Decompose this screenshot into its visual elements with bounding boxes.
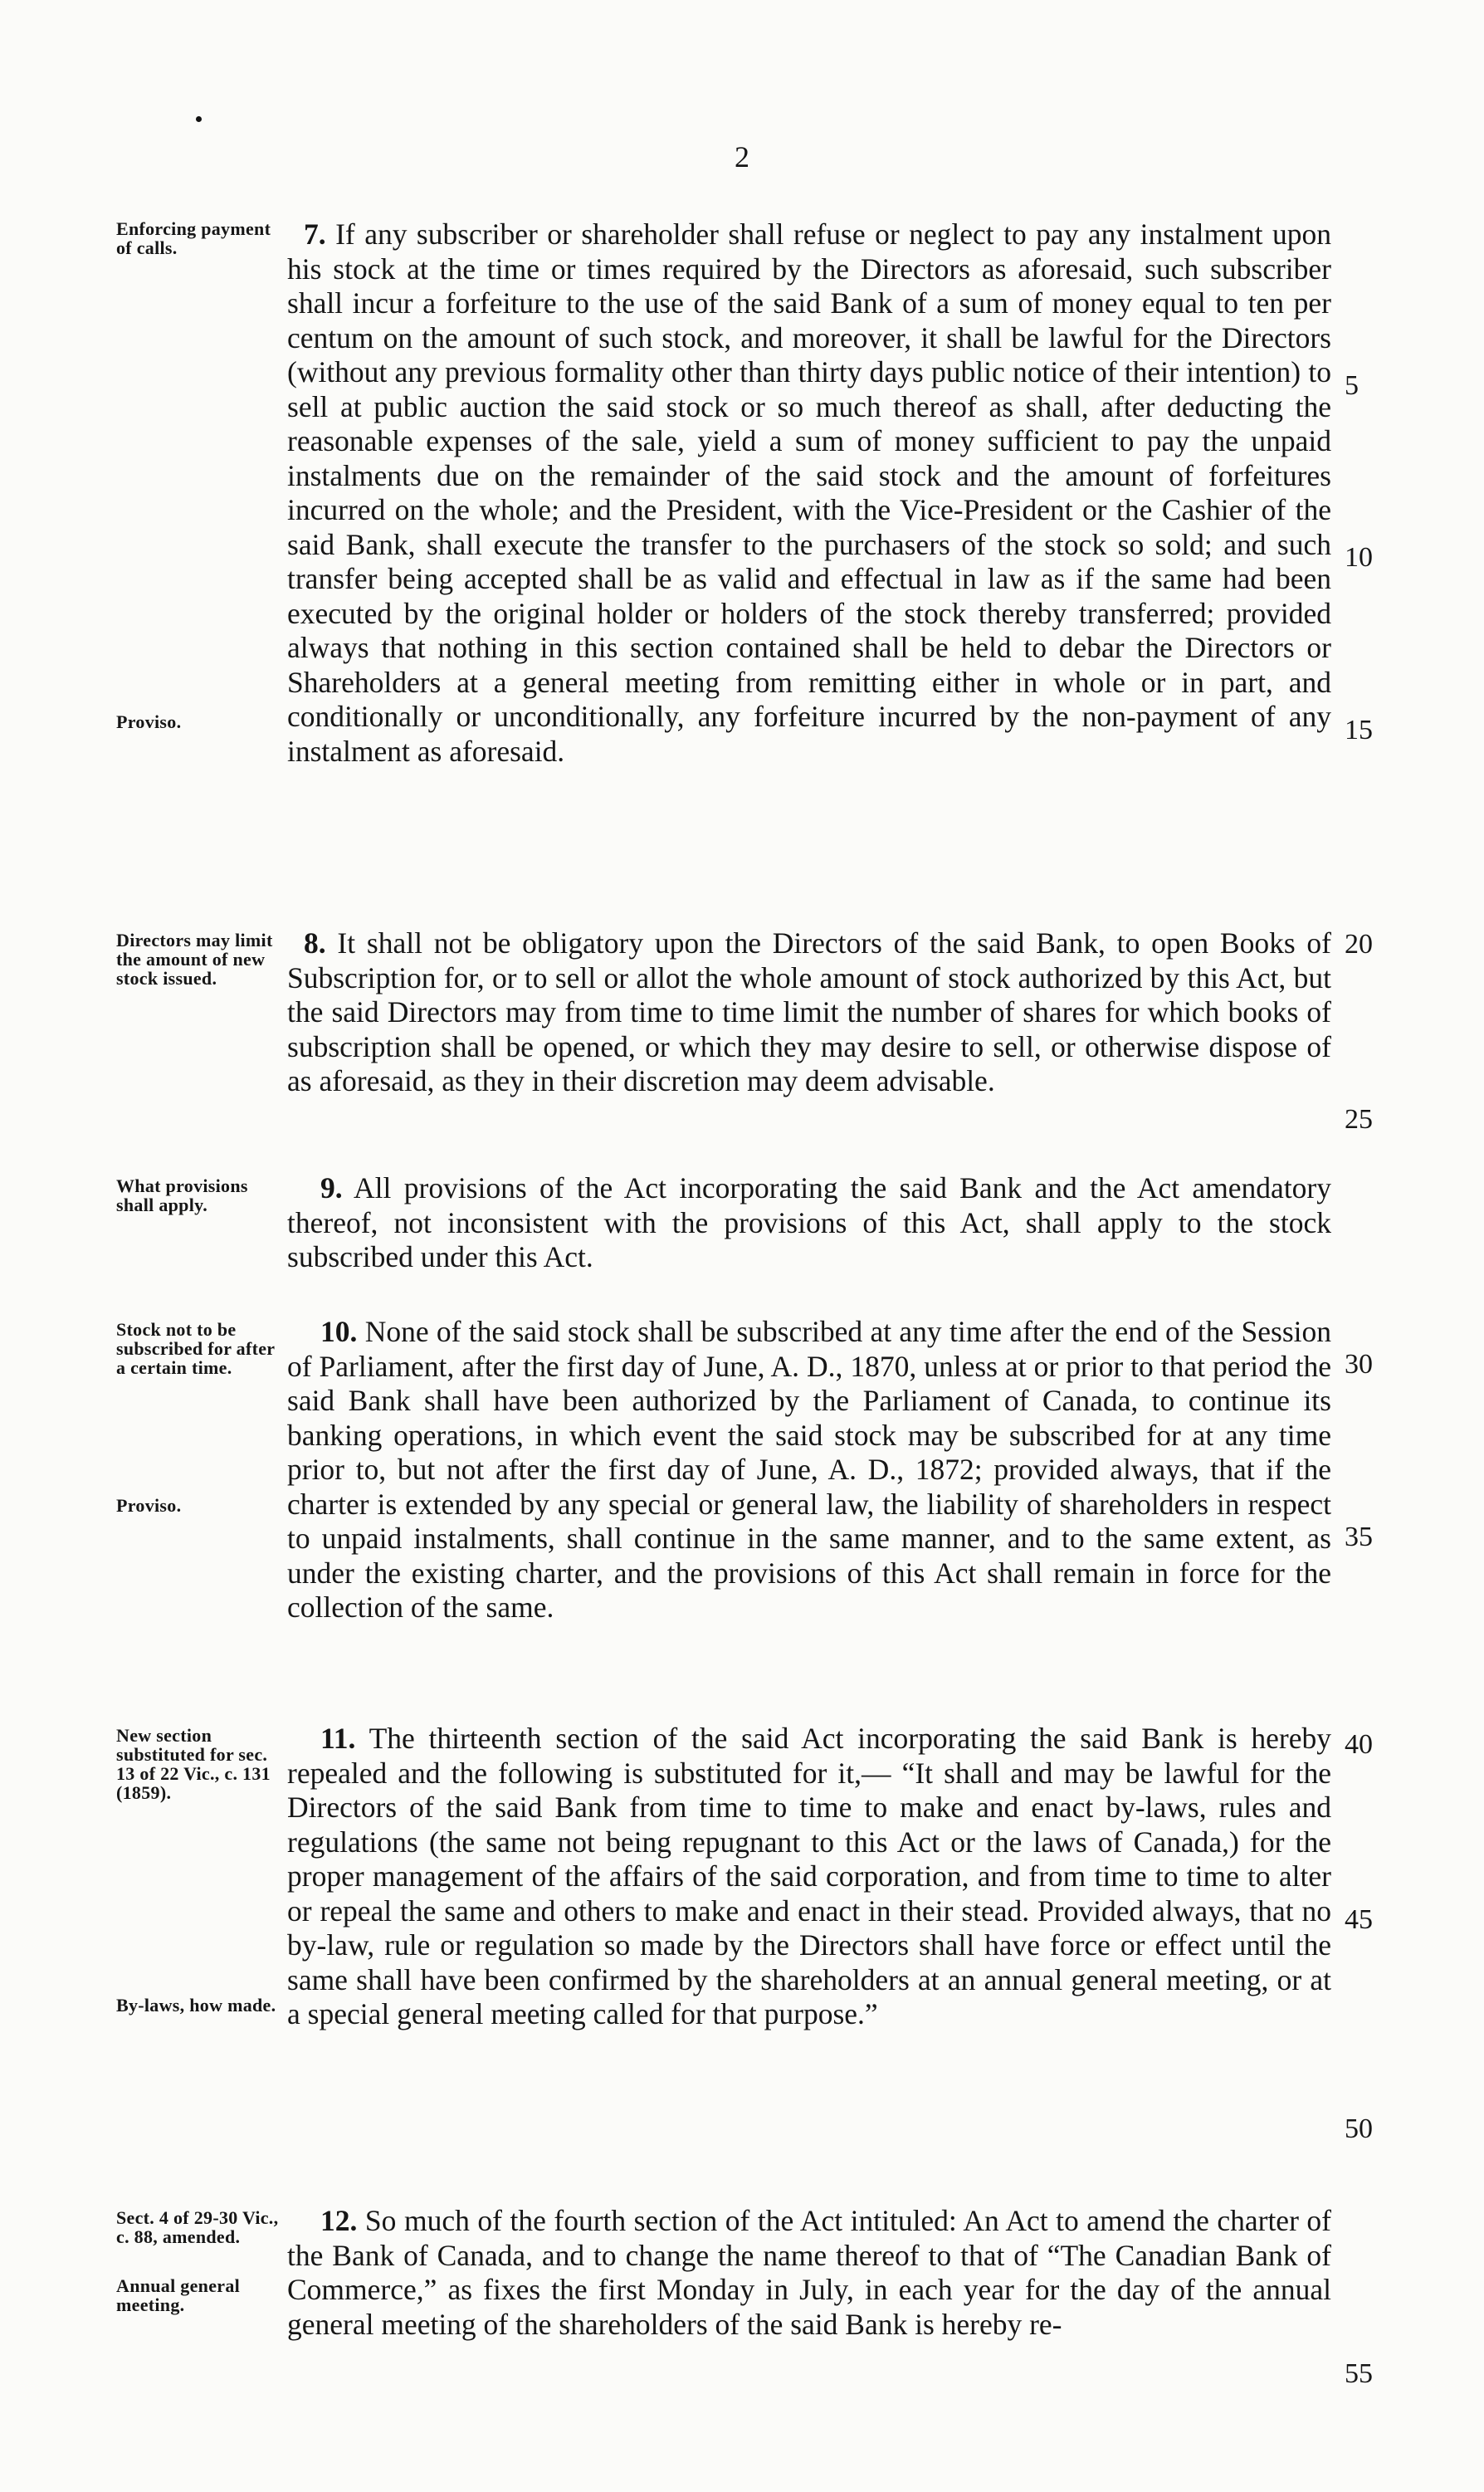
- section-number: 8.: [304, 926, 326, 960]
- section-text: All provisions of the Act incorporating the said Bank and the Act amendatory thereof, not inconsistent with the provisions of this Act, shall apply to the stock subscribed under this Act.: [287, 1171, 1332, 1273]
- section-body: [287, 2204, 1331, 2342]
- margin-note: Sect. 4 of 29-30 Vic., c. 88, amended.: [116, 2207, 279, 2247]
- margin-note: Enforcing payment of calls.: [116, 218, 271, 258]
- line-number: 35: [1345, 1522, 1373, 1552]
- line-number: 45: [1345, 1904, 1373, 1935]
- section-body: [287, 1722, 1331, 2032]
- section-body: [287, 217, 1331, 769]
- margin-note: Annual general meeting.: [116, 2275, 241, 2315]
- line-number: 25: [1345, 1104, 1373, 1135]
- margin-note: New section substituted for sec. 13 of 22 Vic., c. 131 (1859).: [116, 1725, 271, 1803]
- line-number: 20: [1345, 929, 1373, 960]
- section-text: So much of the fourth section of the Act intituled: An Act to amend the charter of the Bank of Canada, and to change the name thereof to that of “The Canadian Bank of Commerce,” as fixes the first Monday in July, in each year for the day of the annual general meeting of the shareholders of the said Bank is hereby re-: [287, 2204, 1331, 2341]
- margin-note: Directors may limit the amount of new stock issued.: [116, 930, 273, 989]
- section-body: [287, 1315, 1331, 1625]
- line-number: 15: [1345, 715, 1373, 745]
- page-number: 2: [735, 140, 749, 173]
- section-text: It shall not be obligatory upon the Directors of the said Bank, to open Books of Subscription for, or to sell or allot the whole amount of stock authorized by this Act, but the said Directors may from time to time limit the number of shares for which books of subscription shall be opened, or which they may desire to sell, or otherwise dispose of as aforesaid, as they in their discretion may deem advisable.: [287, 926, 1332, 1097]
- line-number: 5: [1345, 370, 1359, 401]
- section-body: [287, 1171, 1331, 1275]
- section-text: The thirteenth section of the said Act incorporating the said Bank is hereby repealed and the following is substituted for it,— “It shall and may be lawful for the Directors of the said Bank from time to time to make and enact by-laws, rules and regulations (the same not being repugnant to this Act or the laws of Canada,) for the proper management of the affairs of the said corporation, and from time to time to alter or repeal the same and others to make and enact in their stead. Provided always, that no by-law, rule or regulation so made by the Directors shall have force or effect until the same shall have been confirmed by the shareholders at an annual general meeting, or at a special general meeting called for that purpose.”: [287, 1722, 1331, 2030]
- line-number: 10: [1345, 542, 1373, 573]
- section-number: 7.: [304, 217, 326, 251]
- line-number: 50: [1345, 2113, 1373, 2144]
- margin-note: Proviso.: [116, 711, 182, 732]
- section-number: 9.: [320, 1171, 343, 1204]
- section-number: 11.: [320, 1722, 356, 1755]
- section-number: 12.: [320, 2204, 358, 2237]
- section-body: [287, 926, 1331, 1099]
- print-mark: [196, 116, 202, 122]
- margin-note: Stock not to be subscribed for after a certain time.: [116, 1319, 275, 1378]
- section-text: None of the said stock shall be subscribed at any time after the end of the Session of Parliament, after the first day of June, A. D., 1870, unless at or prior to that period the said Bank shall have been authorized by the Parliament of Canada, to continue its banking operations, in which event the said stock may be subscribed for at any time prior to, but not after the first day of June, A. D., 1872; provided always, that if the charter is extended by any special or general law, the liability of shareholders in respect to unpaid instalments, shall continue in the same manner, and to the same extent, as under the existing charter, and the provisions of this Act shall remain in force for the collection of the same.: [287, 1315, 1332, 1624]
- margin-note: What provisions shall apply.: [116, 1175, 248, 1215]
- line-number: 40: [1345, 1729, 1373, 1760]
- margin-note: By-laws, how made.: [116, 1995, 276, 2016]
- section-number: 10.: [320, 1315, 358, 1348]
- line-number: 30: [1345, 1349, 1373, 1380]
- line-number: 55: [1345, 2358, 1373, 2389]
- section-text: If any subscriber or shareholder shall refuse or neglect to pay any instalment upon his stock at the time or times required by the Directors as aforesaid, such subscriber shall incur a forfeiture to the use of the said Bank of a sum of money equal to ten per centum on the amount of such stock, and moreover, it shall be lawful for the Directors (without any previous formality other than thirty days public notice of their intention) to sell at public auction the said stock or so much thereof as shall, after deducting the reasonable expenses of the sale, yield a sum of money sufficient to pay the unpaid instalments due on the remainder of the said stock and the amount of forfeitures incurred on the whole; and the President, with the Vice-President or the Cashier of the said Bank, shall execute the transfer to the purchasers of the stock so sold; and such transfer being accepted shall be as valid and effectual in law as if the same had been executed by the original holder or holders of the stock thereby transferred; provided always that nothing in this section contained shall be held to debar the Directors or Shareholders at a general meeting from remitting either in whole or in part, and conditionally or unconditionally, any forfeiture incurred by the non-payment of any instalment as aforesaid.: [287, 217, 1331, 768]
- margin-note: Proviso.: [116, 1495, 182, 1516]
